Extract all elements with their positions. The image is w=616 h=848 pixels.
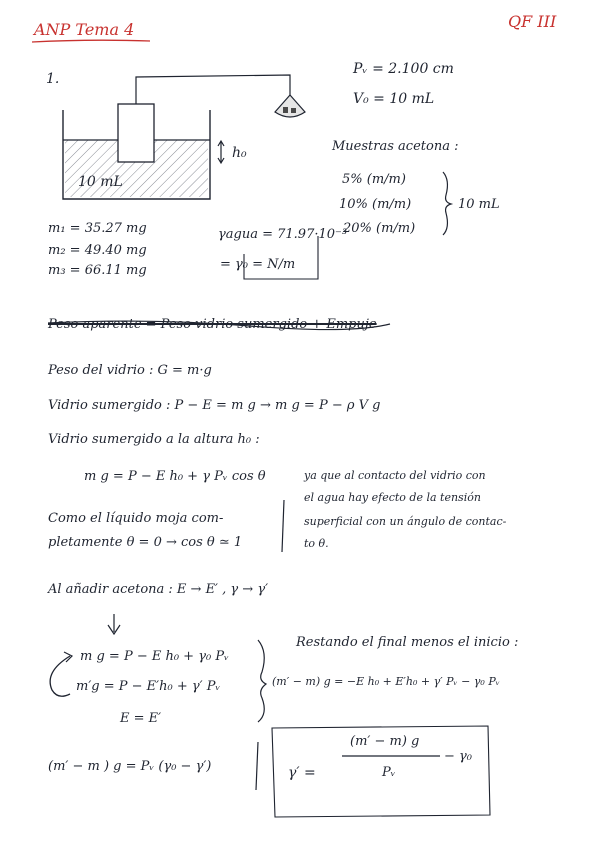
page-title: ANP Tema 4 (34, 20, 135, 39)
beaker-volume-label: 10 mL (78, 174, 123, 190)
note-right: superficial con un ángulo de contac- (304, 515, 507, 528)
samples-brace (443, 172, 451, 235)
struck-heading: Peso aparente = Peso vidrio sumergido + Empuje (48, 317, 377, 332)
acetone-line: Al añadir acetona : E → E′ , γ → γ′ (48, 582, 269, 597)
loop-arrow (50, 656, 70, 696)
volume-value: V₀ = 10 mL (353, 91, 435, 107)
boxed-lhs: γ′ = (288, 765, 316, 781)
subtract-equation: (m′ − m) g = −E h₀ + E′h₀ + γ′ Pᵥ − γ₀ Pᵥ (272, 675, 500, 688)
main-equation: m g = P − E h₀ + γ Pᵥ cos θ (84, 469, 266, 484)
derivation-line: Vidrio sumergido a la altura h₀ : (48, 432, 260, 447)
result-separator (256, 742, 258, 790)
mass-value: m₃ = 66.11 mg (48, 263, 147, 278)
sample-item: 5% (m/m) (342, 172, 406, 187)
left-result: (m′ − m ) g = Pᵥ (γ₀ − γ′) (48, 759, 212, 774)
note-left: Como el líquido moja com- (48, 511, 224, 526)
gamma-unit: = γ₀ = N/m (220, 257, 296, 272)
mass-value: m₂ = 49.40 mg (48, 243, 147, 258)
samples-volume: 10 mL (458, 197, 500, 212)
samples-title: Muestras acetona : (332, 139, 459, 154)
note-right: el agua hay efecto de la tensión (304, 491, 481, 504)
note-left: pletamente θ = 0 → cos θ ≃ 1 (48, 535, 243, 550)
down-arrow (108, 614, 120, 634)
glass-plate (118, 104, 154, 162)
note-right: to θ. (304, 537, 329, 550)
boxed-rest: − γ₀ (444, 749, 473, 764)
derivation-line: Peso del vidrio : G = m·g (48, 363, 212, 378)
balance-pan (275, 95, 305, 117)
problem-number: 1. (46, 71, 60, 87)
balance-string (136, 75, 290, 104)
height-label: h₀ (232, 145, 247, 161)
perimeter-value: Pᵥ = 2.100 cm (353, 61, 454, 77)
note-right: ya que al contacto del vidrio con (304, 469, 486, 482)
title-underline (32, 40, 150, 42)
mass-value: m₁ = 35.27 mg (48, 221, 147, 236)
derivation-line: Vidrio sumergido : P − E = m g → m g = P − ρ V g (48, 398, 381, 413)
sample-item: 10% (m/m) (339, 197, 412, 212)
system-equation: m g = P − E h₀ + γ₀ Pᵥ (80, 649, 229, 664)
note-separator (282, 500, 284, 552)
system-brace (258, 640, 266, 722)
boxed-numerator: (m′ − m) g (350, 734, 420, 749)
sample-item: 20% (m/m) (343, 221, 416, 236)
page-code: QF III (508, 12, 557, 31)
subtract-note: Restando el final menos el inicio : (296, 635, 519, 650)
system-equation: m′g = P − E′h₀ + γ′ Pᵥ (76, 679, 221, 694)
system-equation: E = E′ (120, 711, 162, 726)
gamma-water: γagua = 71.97·10⁻³ (218, 227, 348, 242)
boxed-denominator: Pᵥ (382, 765, 396, 780)
